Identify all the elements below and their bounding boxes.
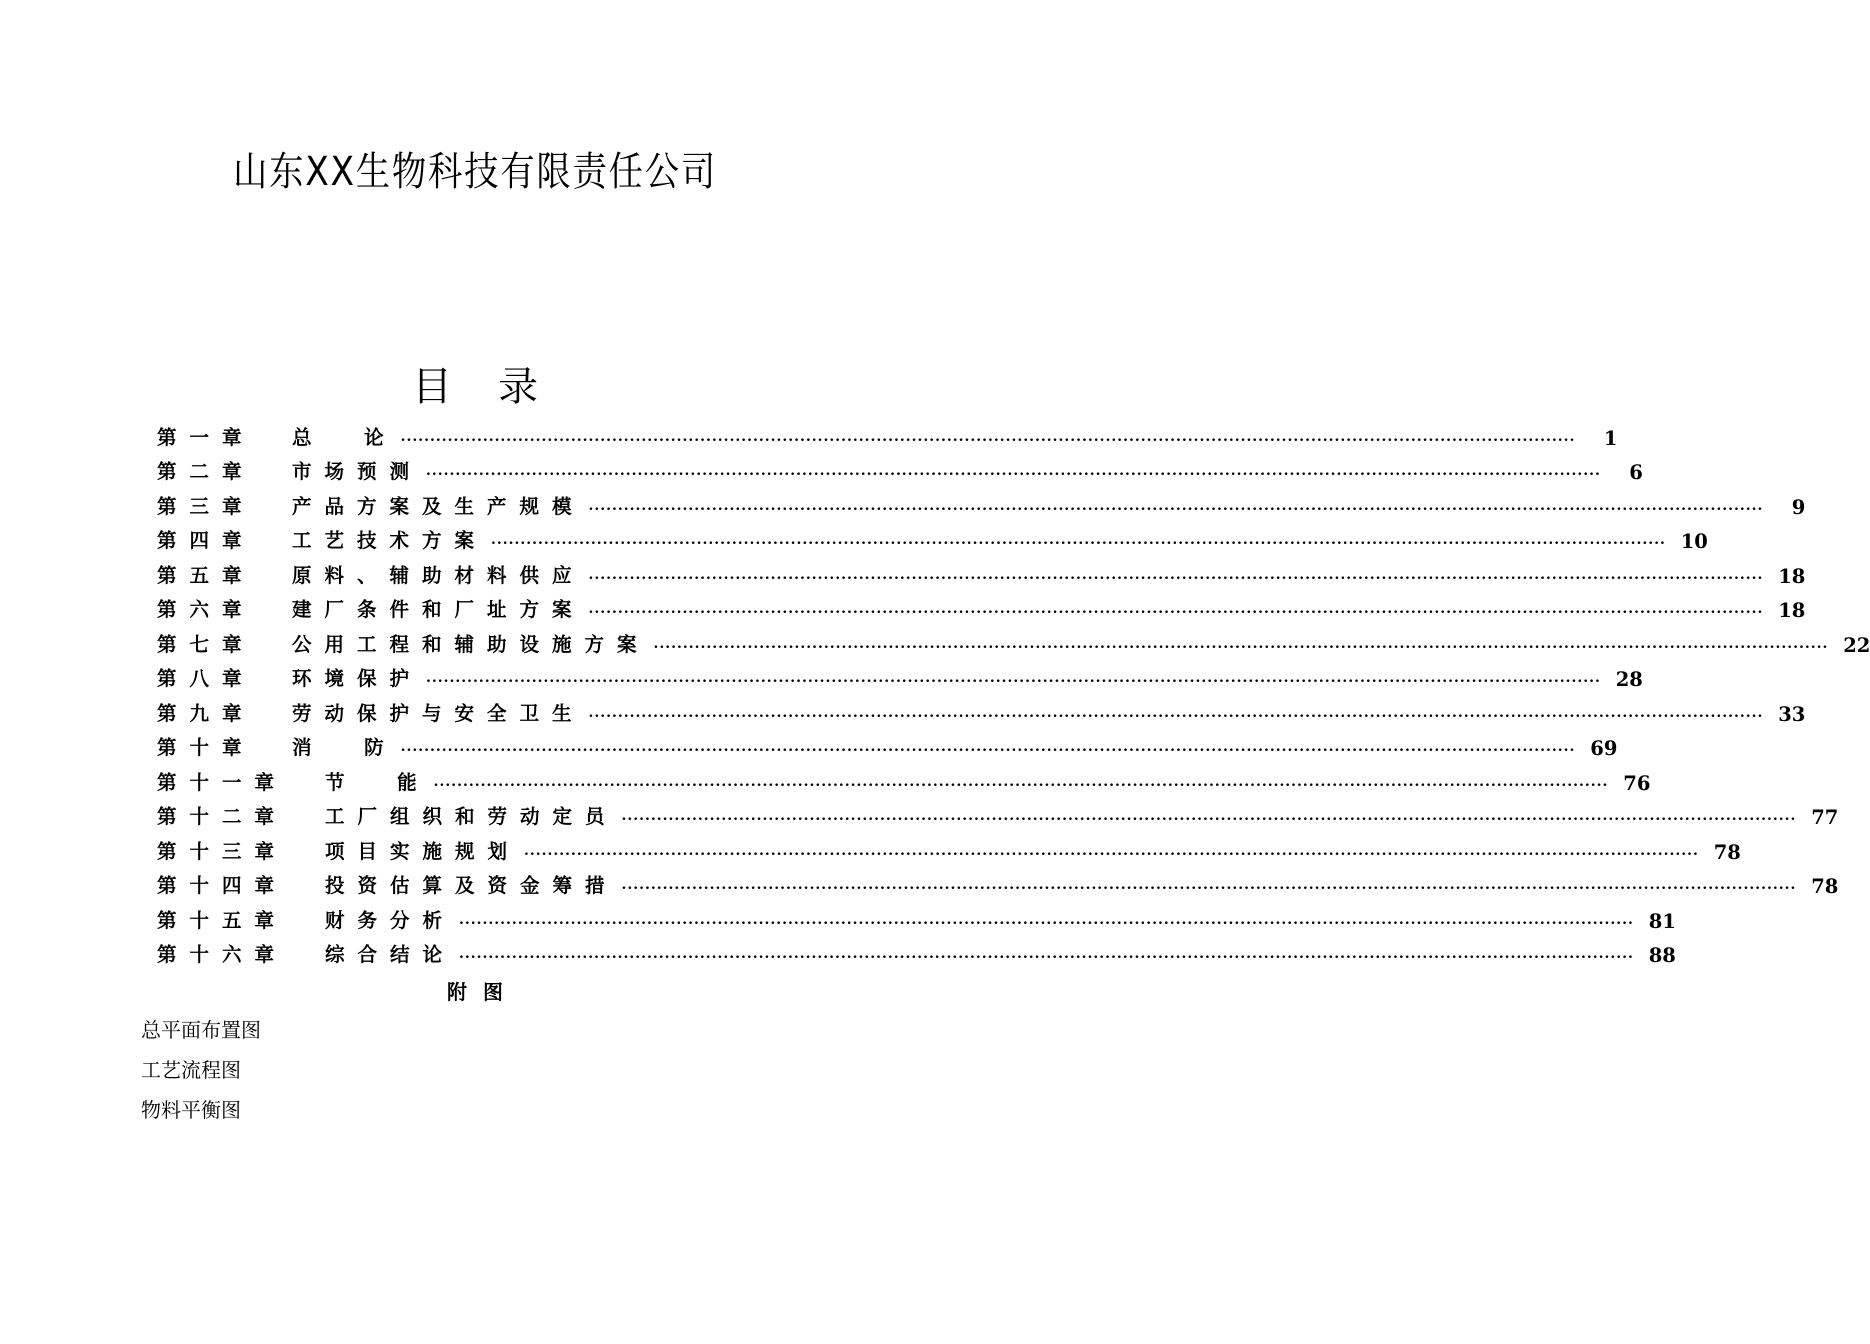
toc-entry[interactable] xyxy=(157,864,1839,899)
toc-entry[interactable] xyxy=(157,795,1839,830)
toc-entry[interactable] xyxy=(157,519,1708,554)
toc-leader-dots: ........................................................................................................................................................................................................ xyxy=(400,428,1576,445)
toc-chapter-label: 第十一章 xyxy=(157,770,288,794)
toc-page-number: 81 xyxy=(1648,909,1676,933)
toc-leader-dots: ........................................................................................................................................................................................................ xyxy=(524,842,1699,859)
toc-page-number: 18 xyxy=(1778,599,1806,622)
toc-chapter-label: 第十二章 xyxy=(157,805,288,828)
toc-chapter-label: 第九章 xyxy=(157,701,255,725)
toc-chapter-label: 第八章 xyxy=(157,667,255,690)
toc-entry[interactable] xyxy=(157,484,1806,519)
toc-chapter-label: 第十六章 xyxy=(157,943,288,966)
toc-leader-dots: ........................................................................................................................................................................................................ xyxy=(491,532,1666,548)
toc-chapter-label: 第十三章 xyxy=(157,839,288,863)
toc-entry[interactable] xyxy=(157,898,1676,933)
toc-entry[interactable] xyxy=(157,415,1618,450)
toc-leader-dots: ........................................................................................................................................................................................................ xyxy=(621,877,1797,893)
appendix-list xyxy=(141,1015,261,1135)
toc-chapter-title: 财务分析 xyxy=(325,908,456,932)
toc-chapter-title: 投资估算及资金筹措 xyxy=(325,874,618,897)
toc-entry[interactable] xyxy=(157,553,1806,588)
toc-chapter-title: 市场预测 xyxy=(292,460,423,483)
toc-chapter-label: 第五章 xyxy=(157,563,255,587)
toc-heading xyxy=(0,360,950,414)
toc-chapter-title: 劳动保护与安全卫生 xyxy=(292,701,585,725)
toc-leader-dots: ........................................................................................................................................................................................................ xyxy=(459,946,1634,962)
toc-chapter-label: 第二章 xyxy=(157,460,255,483)
toc-page-number: 69 xyxy=(1590,737,1618,760)
toc-leader-dots: ........................................................................................................................................................................................................ xyxy=(588,497,1764,514)
toc-page-number: 1 xyxy=(1603,426,1618,450)
appendix-item[interactable]: 总平面布置图 xyxy=(141,1018,261,1042)
toc-chapter-label: 第四章 xyxy=(157,529,255,552)
toc-leader-dots: ........................................................................................................................................................................................................ xyxy=(621,808,1797,824)
toc-entry[interactable] xyxy=(157,450,1643,485)
toc-page-number: 18 xyxy=(1778,564,1806,588)
toc-leader-dots: ........................................................................................................................................................................................................ xyxy=(588,704,1764,721)
toc-leader-dots: ........................................................................................................................................................................................................ xyxy=(426,670,1601,686)
table-of-contents xyxy=(157,415,1870,967)
toc-heading-char: 目 xyxy=(412,364,452,410)
toc-entry[interactable] xyxy=(157,760,1651,795)
toc-leader-dots: ........................................................................................................................................................................................................ xyxy=(459,911,1634,928)
toc-entry[interactable] xyxy=(157,622,1870,657)
toc-entry[interactable] xyxy=(157,829,1741,864)
toc-chapter-label: 第三章 xyxy=(157,494,255,518)
toc-page-number: 78 xyxy=(1713,840,1741,864)
toc-chapter-title: 消 防 xyxy=(292,736,397,759)
toc-chapter-title: 原料、辅助材料供应 xyxy=(292,563,585,587)
toc-leader-dots: ........................................................................................................................................................................................................ xyxy=(588,601,1764,617)
toc-chapter-label: 第十四章 xyxy=(157,874,288,897)
toc-page-number: 10 xyxy=(1680,530,1708,553)
appendix-item[interactable]: 物料平衡图 xyxy=(141,1098,241,1122)
toc-leader-dots: ........................................................................................................................................................................................................ xyxy=(653,635,1829,652)
appendix-heading: 附图 xyxy=(447,980,519,1004)
toc-leader-dots: ........................................................................................................................................................................................................ xyxy=(433,773,1609,790)
toc-page-number: 6 xyxy=(1629,461,1643,484)
toc-leader-dots: ........................................................................................................................................................................................................ xyxy=(400,739,1576,755)
toc-entry[interactable] xyxy=(157,657,1643,692)
toc-chapter-title: 工厂组织和劳动定员 xyxy=(325,805,618,828)
appendix-item[interactable]: 工艺流程图 xyxy=(141,1058,241,1082)
toc-page-number: 88 xyxy=(1648,944,1676,967)
toc-page-number: 77 xyxy=(1811,806,1839,829)
toc-chapter-title: 节 能 xyxy=(325,770,430,794)
toc-page-number: 33 xyxy=(1778,702,1806,726)
toc-chapter-title: 总 论 xyxy=(292,425,397,449)
toc-leader-dots: ........................................................................................................................................................................................................ xyxy=(426,463,1601,479)
toc-chapter-label: 第一章 xyxy=(157,425,255,449)
toc-chapter-label: 第十章 xyxy=(157,736,255,759)
toc-chapter-title: 公用工程和辅助设施方案 xyxy=(292,632,650,656)
toc-chapter-title: 产品方案及生产规模 xyxy=(292,494,585,518)
toc-page-number: 78 xyxy=(1811,875,1839,898)
toc-chapter-label: 第六章 xyxy=(157,598,255,621)
toc-chapter-title: 项目实施规划 xyxy=(325,839,521,863)
toc-page-number: 9 xyxy=(1791,495,1806,519)
toc-heading-char: 录 xyxy=(498,364,538,410)
toc-entry[interactable] xyxy=(157,726,1618,761)
toc-page-number: 76 xyxy=(1623,771,1651,795)
toc-chapter-title: 工艺技术方案 xyxy=(292,529,488,552)
toc-chapter-title: 环境保护 xyxy=(292,667,423,690)
toc-page-number: 28 xyxy=(1615,668,1643,691)
toc-entry[interactable] xyxy=(157,588,1806,623)
toc-entry[interactable] xyxy=(157,691,1806,726)
toc-chapter-label: 第七章 xyxy=(157,632,255,656)
toc-leader-dots: ........................................................................................................................................................................................................ xyxy=(588,566,1764,583)
toc-entry[interactable] xyxy=(157,933,1676,968)
company-title: 山东XX生物科技有限责任公司 xyxy=(232,149,718,195)
toc-chapter-label: 第十五章 xyxy=(157,908,288,932)
toc-chapter-title: 综合结论 xyxy=(325,943,456,966)
toc-chapter-title: 建厂条件和厂址方案 xyxy=(292,598,585,621)
toc-page-number: 22 xyxy=(1843,633,1870,657)
